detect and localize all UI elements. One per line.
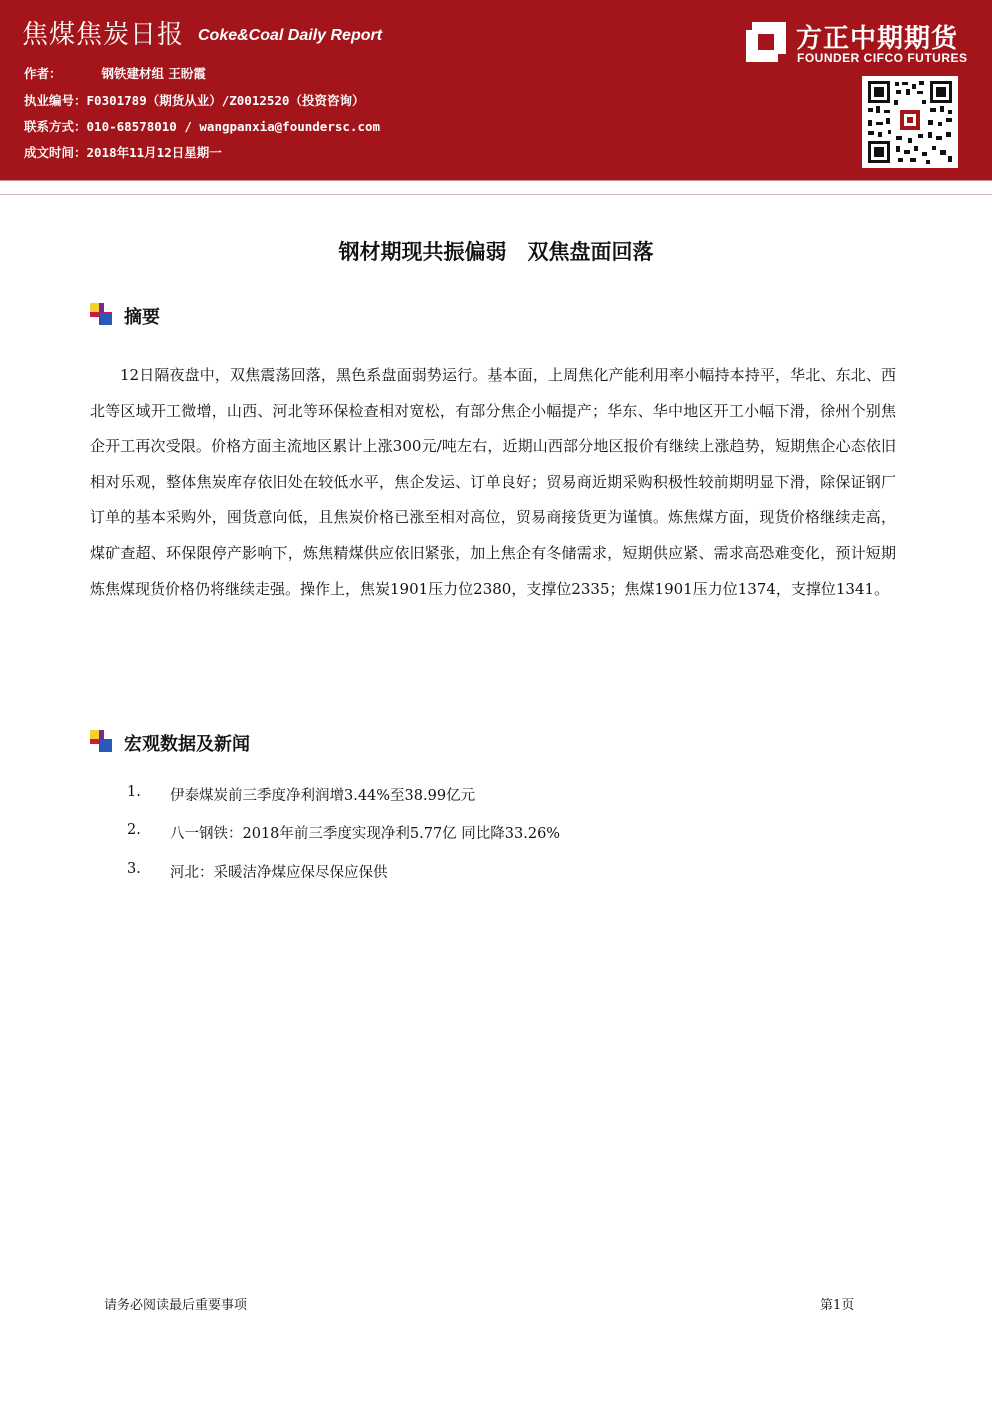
news-item-text: 河北：采暖洁净煤应保尽保应保供 [170, 865, 388, 881]
logo-chinese-name: 方正中期期货 [796, 24, 959, 54]
news-item-number: 3. [127, 861, 141, 877]
report-subtitle: Coke&Coal Daily Report [198, 27, 383, 44]
author-value: 钢铁建材组 王盼霞 [101, 66, 206, 81]
contact-value: 010-68578010 / wangpanxia@foundersc.com [86, 119, 381, 134]
contact-label: 联系方式： [24, 119, 87, 134]
author-row [24, 64, 206, 82]
header-divider [0, 180, 992, 195]
document-title: 钢材期现共振偏弱 双焦盘面回落 [338, 240, 654, 264]
license-value: F0301789（期货从业）/Z0012520（投资咨询） [86, 93, 365, 108]
contact-row [24, 117, 380, 135]
date-value: 2018年11月12日星期一 [86, 145, 222, 160]
section-bullet-icon [90, 730, 112, 752]
license-label: 执业编号： [24, 93, 87, 108]
founder-logo-icon [744, 20, 788, 64]
license-row [24, 91, 364, 109]
page-number: 第1页 [820, 1298, 855, 1313]
news-item-number: 2. [127, 822, 141, 838]
qr-code [862, 76, 958, 168]
news-heading: 宏观数据及新闻 [124, 734, 250, 755]
news-item-text: 伊泰煤炭前三季度净利润增3.44%至38.99亿元 [170, 788, 476, 804]
date-label: 成文时间： [24, 145, 87, 160]
qr-code-icon [862, 76, 958, 168]
news-item-text: 八一钢铁：2018年前三季度实现净利5.77亿 同比降33.26% [170, 826, 561, 842]
summary-heading: 摘要 [124, 307, 160, 328]
report-title: 焦煤焦炭日报 [22, 20, 185, 50]
summary-paragraph: 12日隔夜盘中，双焦震荡回落，黑色系盘面弱势运行。基本面，上周焦化产能利用率小幅持本持平，华北、东北、西北等区域开工微增，山西、河北等环保检查相对宽松，有部分焦企小幅提产；华东、华中地区开工小幅下滑，徐州个别焦企开工再次受限。价格方面主流地区累计上涨300元/吨左右，近期山西部分地区报价有继续上涨趋势，短期焦企心态依旧相对乐观，整体焦炭库存依旧处在较低水平，焦企发运、订单良好；贸易商近期采购积极性较前期明显下滑，除保证钢厂订单的基本采购外，囤货意向低，且焦炭价格已涨至相对高位，贸易商接货更为谨慎。炼焦煤方面，现货价格继续走高，煤矿查超、环保限停产影响下，炼焦精煤供应依旧紧张，加上焦企有冬储需求，短期供应紧、需求高恐难变化，预计短期炼焦煤现货价格仍将继续走强。操作上，焦炭1901压力位2380，支撑位2335；焦煤1901压力位1374，支撑位1341。 [90, 366, 896, 598]
company-logo [744, 18, 974, 68]
date-row [24, 143, 222, 161]
section-bullet-icon [90, 303, 112, 325]
logo-english-name: FOUNDER CIFCO FUTURES [797, 51, 968, 65]
footer-notice: 请务必阅读最后重要事项 [104, 1298, 248, 1313]
author-label: 作者： [24, 66, 62, 81]
news-item-number: 1. [127, 784, 141, 800]
report-header [0, 0, 992, 180]
